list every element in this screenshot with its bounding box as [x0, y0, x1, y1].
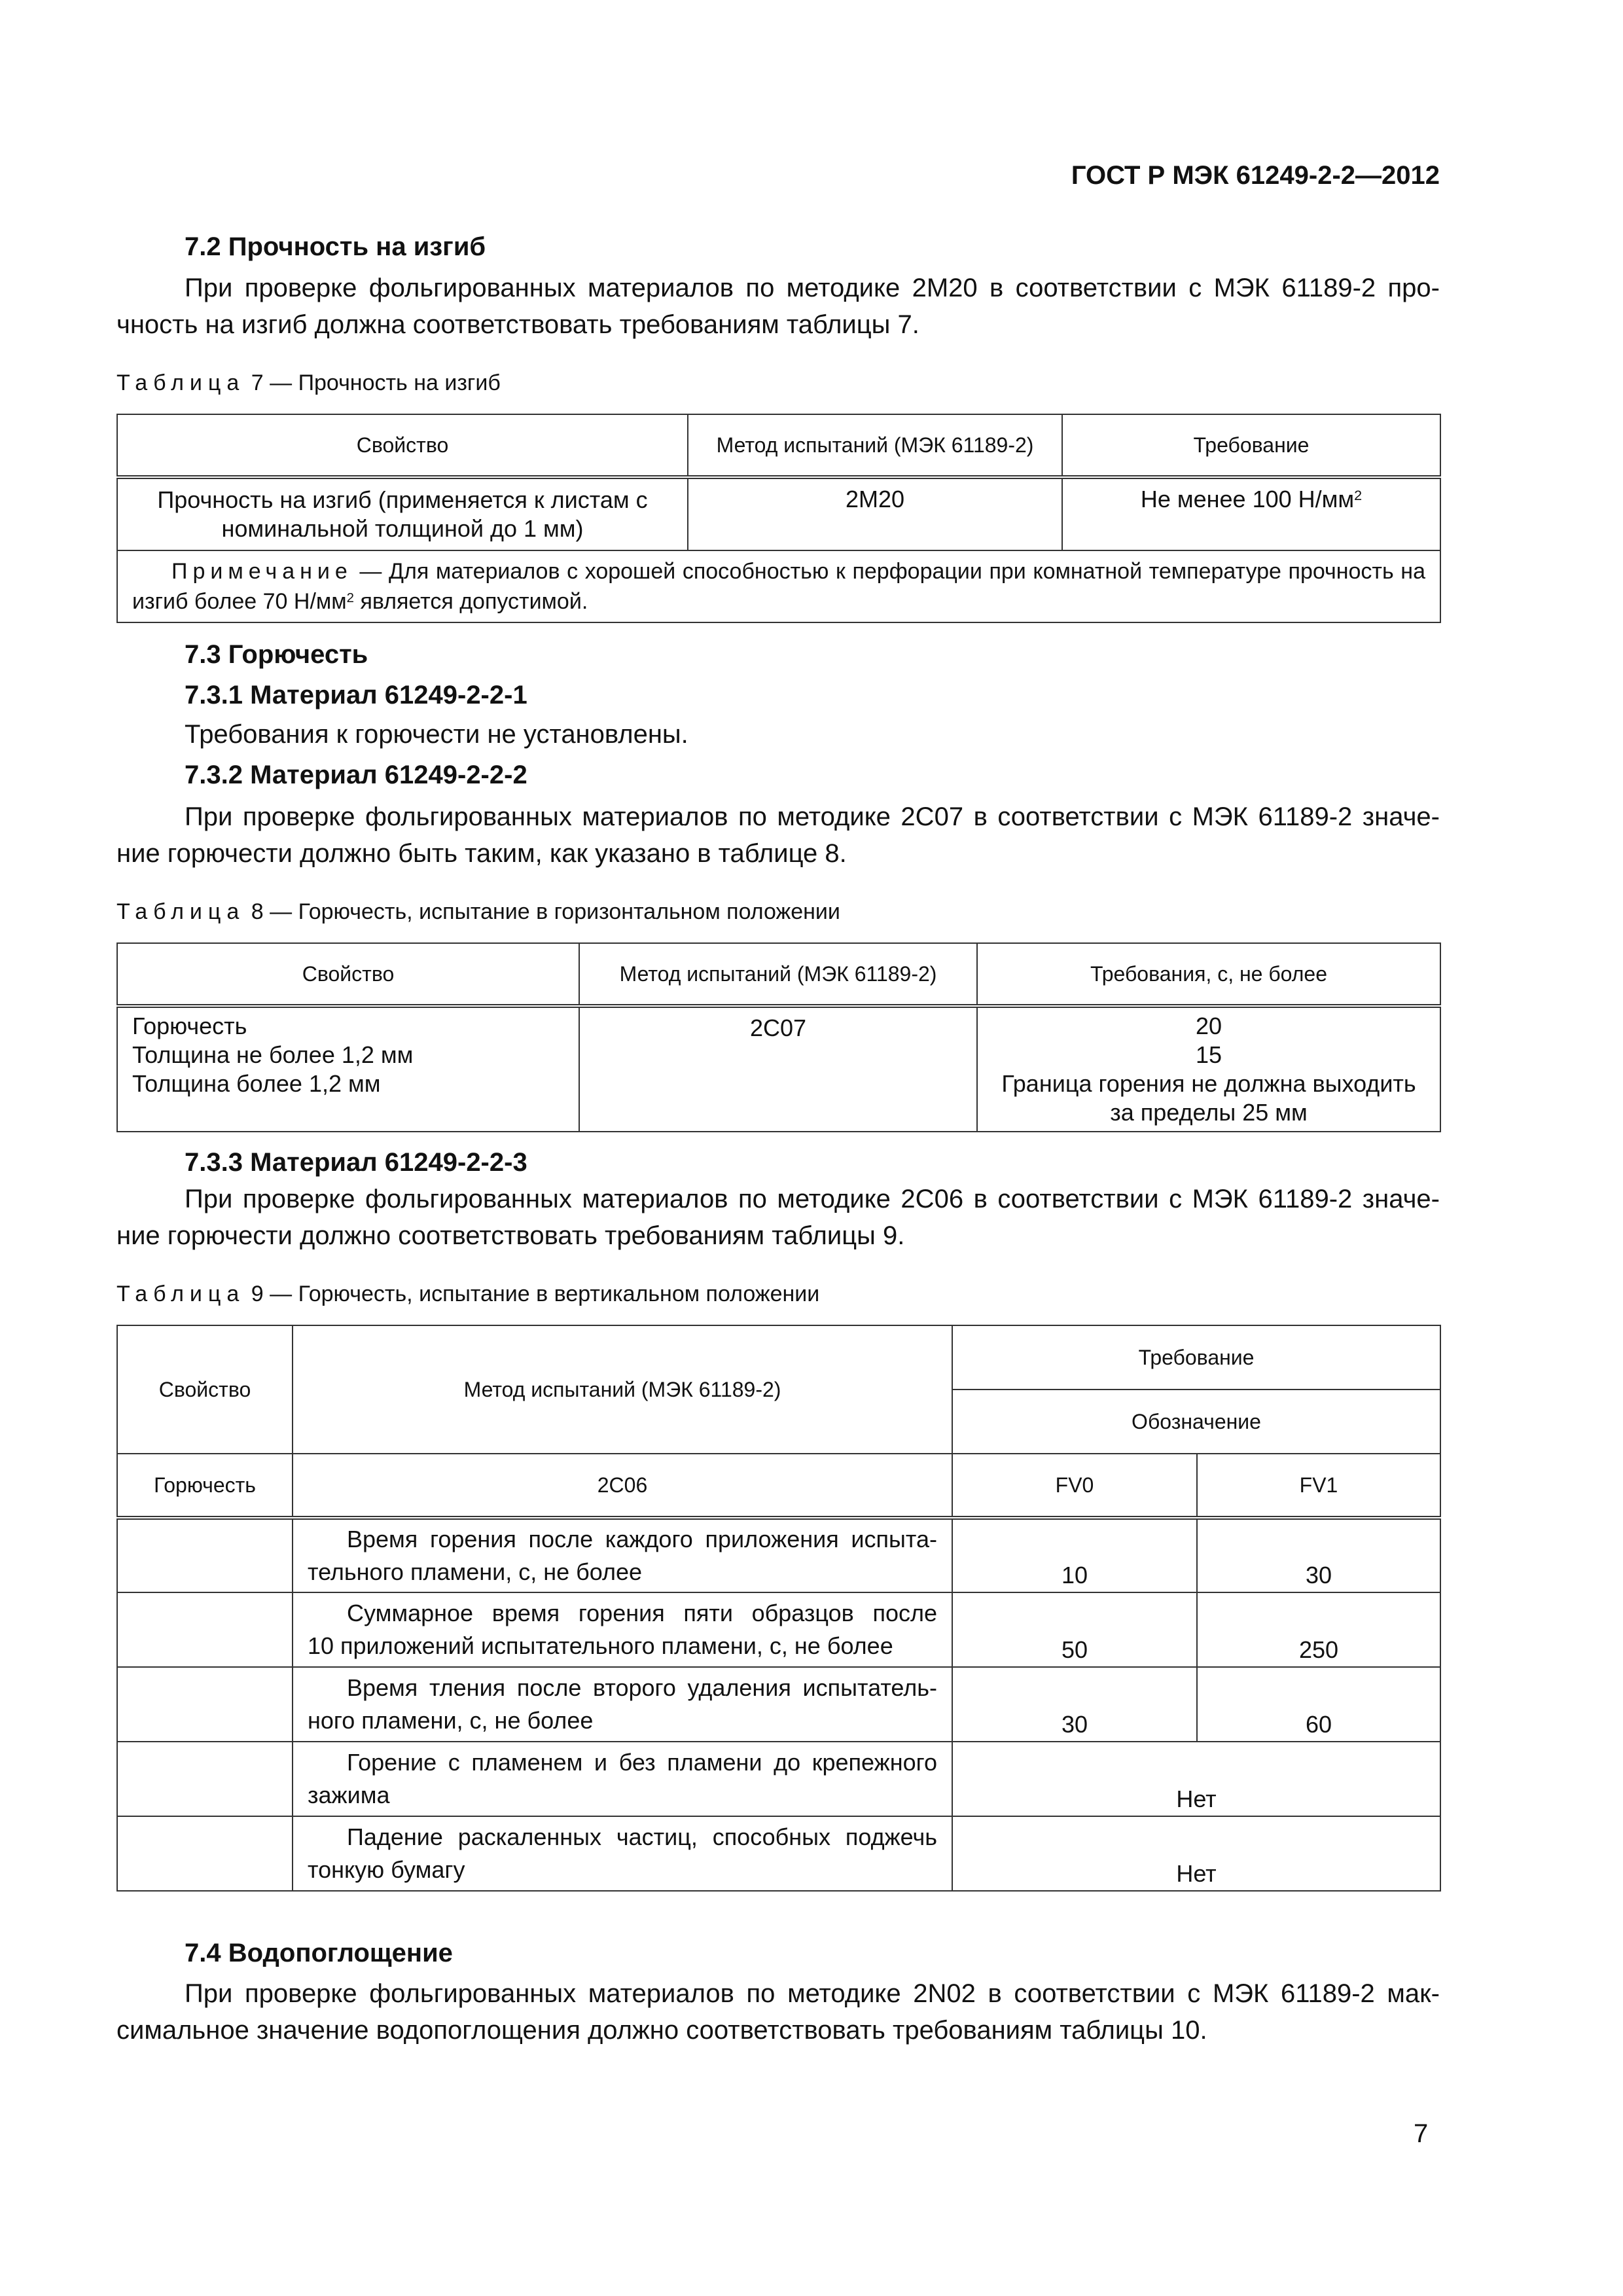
paragraph-line: При проверке фольгированных материалов по методике 2М20 в соответствии с МЭК 61189-2 про- [185, 274, 1440, 302]
table-cell: Нет [952, 1816, 1440, 1891]
empty-cell [117, 1816, 293, 1891]
header-cell: Свойство [117, 943, 579, 1006]
section-7-4-paragraph [116, 1975, 1440, 2049]
header-cell: 2С06 [293, 1454, 952, 1518]
table-cell: 2М20 [688, 477, 1062, 550]
requirement-text: Не менее 100 Н/мм [1140, 486, 1355, 512]
table-row [117, 1518, 1440, 1592]
section-7-4-heading: 7.4 Водопоглощение [185, 1939, 453, 1967]
cell-text: Падение раскаленных частиц, способных поджечь [347, 1823, 937, 1850]
table-row [117, 1742, 1440, 1816]
table-cell [1062, 477, 1440, 550]
caption-text: 9 — Горючесть, испытание в вертикальном положении [251, 1282, 820, 1306]
table-8-caption [116, 899, 840, 925]
table-cell: 2С07 [579, 1006, 977, 1132]
cell-text: Суммарное время горения пяти образцов после [347, 1600, 937, 1626]
section-7-3-1-text: Требования к горючести не установлены. [185, 720, 688, 749]
cell-line [308, 1523, 937, 1556]
cell-line: 20 [1195, 1013, 1222, 1039]
table-note [117, 550, 1440, 622]
table-cell: 250 [1197, 1592, 1440, 1667]
header-cell: Горючесть [117, 1454, 293, 1518]
paragraph-line: При проверке фольгированных материалов по методике 2С06 в соответствии с МЭК 61189-2 значе- [185, 1185, 1440, 1213]
cell-line: зажима [308, 1782, 390, 1808]
cell-line: 10 приложений испытательного пламени, с, не более [308, 1632, 893, 1659]
header-cell: Требование [952, 1325, 1440, 1390]
cell-line [308, 1821, 937, 1854]
table-row [117, 1667, 1440, 1742]
cell-line [308, 1746, 937, 1779]
superscript: 2 [346, 590, 354, 605]
section-7-2-heading: 7.2 Прочность на изгиб [185, 232, 486, 261]
cell-line: тонкую бумагу [308, 1856, 465, 1883]
table-cell: 60 [1197, 1667, 1440, 1742]
header-cell: Метод испытаний (МЭК 61189-2) [688, 414, 1062, 477]
section-7-3-3-heading: 7.3.3 Материал 61249-2-2-3 [185, 1148, 527, 1177]
table-header-row [117, 1454, 1440, 1518]
section-7-2-paragraph [116, 270, 1440, 343]
empty-cell [117, 1667, 293, 1742]
caption-text: 7 — Прочность на изгиб [251, 370, 501, 395]
cell-text: Горение с пламенем и без пламени до крепежного [347, 1749, 937, 1776]
header-cell: Метод испытаний (МЭК 61189-2) [579, 943, 977, 1006]
cell-line: за пределы 25 мм [1110, 1099, 1308, 1126]
table-cell: Прочность на изгиб (применяется к листам с номинальной толщиной до 1 мм) [117, 477, 688, 550]
section-7-3-2-heading: 7.3.2 Материал 61249-2-2-2 [185, 761, 527, 789]
header-cell: FV1 [1197, 1454, 1440, 1518]
table-8 [116, 942, 1441, 1132]
table-cell [293, 1592, 952, 1667]
table-cell [293, 1816, 952, 1891]
page-number: 7 [1414, 2119, 1429, 2148]
paragraph-line: чность на изгиб должна соответствовать требованиям таблицы 7. [116, 310, 919, 339]
table-row [117, 1006, 1440, 1132]
section-7-3-heading: 7.3 Горючесть [185, 640, 368, 669]
note-text: — Для материалов с хорошей способностью к перфорации при комнатной температуре прочность на изгиб более 70 Н/мм [132, 559, 1425, 614]
table-note-row [117, 550, 1440, 622]
paragraph-line: ние горючести должно соответствовать требованиям таблицы 9. [116, 1221, 905, 1250]
section-7-3-1-heading: 7.3.1 Материал 61249-2-2-1 [185, 681, 527, 709]
header-cell: Свойство [117, 414, 688, 477]
empty-cell [117, 1742, 293, 1816]
cell-line: Горючесть [132, 1013, 247, 1039]
cell-line: Толщина не более 1,2 мм [132, 1041, 414, 1068]
table-cell: 30 [952, 1667, 1197, 1742]
table-cell: 10 [952, 1518, 1197, 1592]
paragraph-line: ние горючести должно быть таким, как указано в таблице 8. [116, 839, 847, 868]
table-9 [116, 1325, 1441, 1892]
cell-line: Толщина более 1,2 мм [132, 1070, 381, 1097]
cell-text: Время тления после второго удаления испытатель- [347, 1674, 937, 1701]
table-cell [293, 1742, 952, 1816]
caption-text: 8 — Горючесть, испытание в горизонтальном положении [251, 899, 840, 924]
empty-cell [117, 1592, 293, 1667]
caption-prefix: Таблица [116, 370, 245, 395]
table-cell [293, 1667, 952, 1742]
table-9-caption [116, 1282, 819, 1307]
table-cell: Нет [952, 1742, 1440, 1816]
cell-line: тельного пламени, с, не более [308, 1558, 643, 1585]
caption-prefix: Таблица [116, 1282, 245, 1306]
table-header-row [117, 943, 1440, 1006]
cell-line [308, 1597, 937, 1630]
section-7-3-2-paragraph [116, 798, 1440, 872]
header-cell: Метод испытаний (МЭК 61189-2) [293, 1325, 952, 1454]
paragraph-line: При проверке фольгированных материалов по методике 2N02 в соответствии с МЭК 61189-2 мак- [185, 1979, 1440, 2008]
table-row [117, 1816, 1440, 1891]
table-cell [293, 1518, 952, 1592]
table-cell: 30 [1197, 1518, 1440, 1592]
cell-line: Граница горения не должна выходить [1001, 1070, 1416, 1097]
table-header-row [117, 1325, 1440, 1390]
table-cell [117, 1006, 579, 1132]
cell-line [308, 1672, 937, 1704]
table-header-row [117, 414, 1440, 477]
note-text: является допустимой. [354, 589, 588, 614]
header-cell: Обозначение [952, 1390, 1440, 1454]
document-header: ГОСТ Р МЭК 61249-2-2—2012 [1071, 161, 1440, 190]
cell-line: ного пламени, с, не более [308, 1707, 594, 1734]
table-row [117, 477, 1440, 550]
table-cell: 50 [952, 1592, 1197, 1667]
cell-line: 15 [1195, 1041, 1222, 1068]
header-cell: Требование [1062, 414, 1440, 477]
paragraph-line: симальное значение водопоглощения должно соответствовать требованиям таблицы 10. [116, 2016, 1207, 2045]
caption-prefix: Таблица [116, 899, 245, 924]
table-row [117, 1592, 1440, 1667]
header-cell: Требования, с, не более [977, 943, 1440, 1006]
table-cell [977, 1006, 1440, 1132]
header-cell: Свойство [117, 1325, 293, 1454]
section-7-3-3-paragraph [116, 1181, 1440, 1254]
note-label: Примечание [171, 559, 353, 584]
cell-text: Время горения после каждого приложения испыта- [347, 1526, 937, 1552]
table-7 [116, 414, 1441, 623]
paragraph-line: При проверке фольгированных материалов по методике 2С07 в соответствии с МЭК 61189-2 значе- [185, 802, 1440, 831]
table-7-caption [116, 370, 501, 396]
superscript: 2 [1354, 487, 1363, 504]
header-cell: FV0 [952, 1454, 1197, 1518]
empty-cell [117, 1518, 293, 1592]
